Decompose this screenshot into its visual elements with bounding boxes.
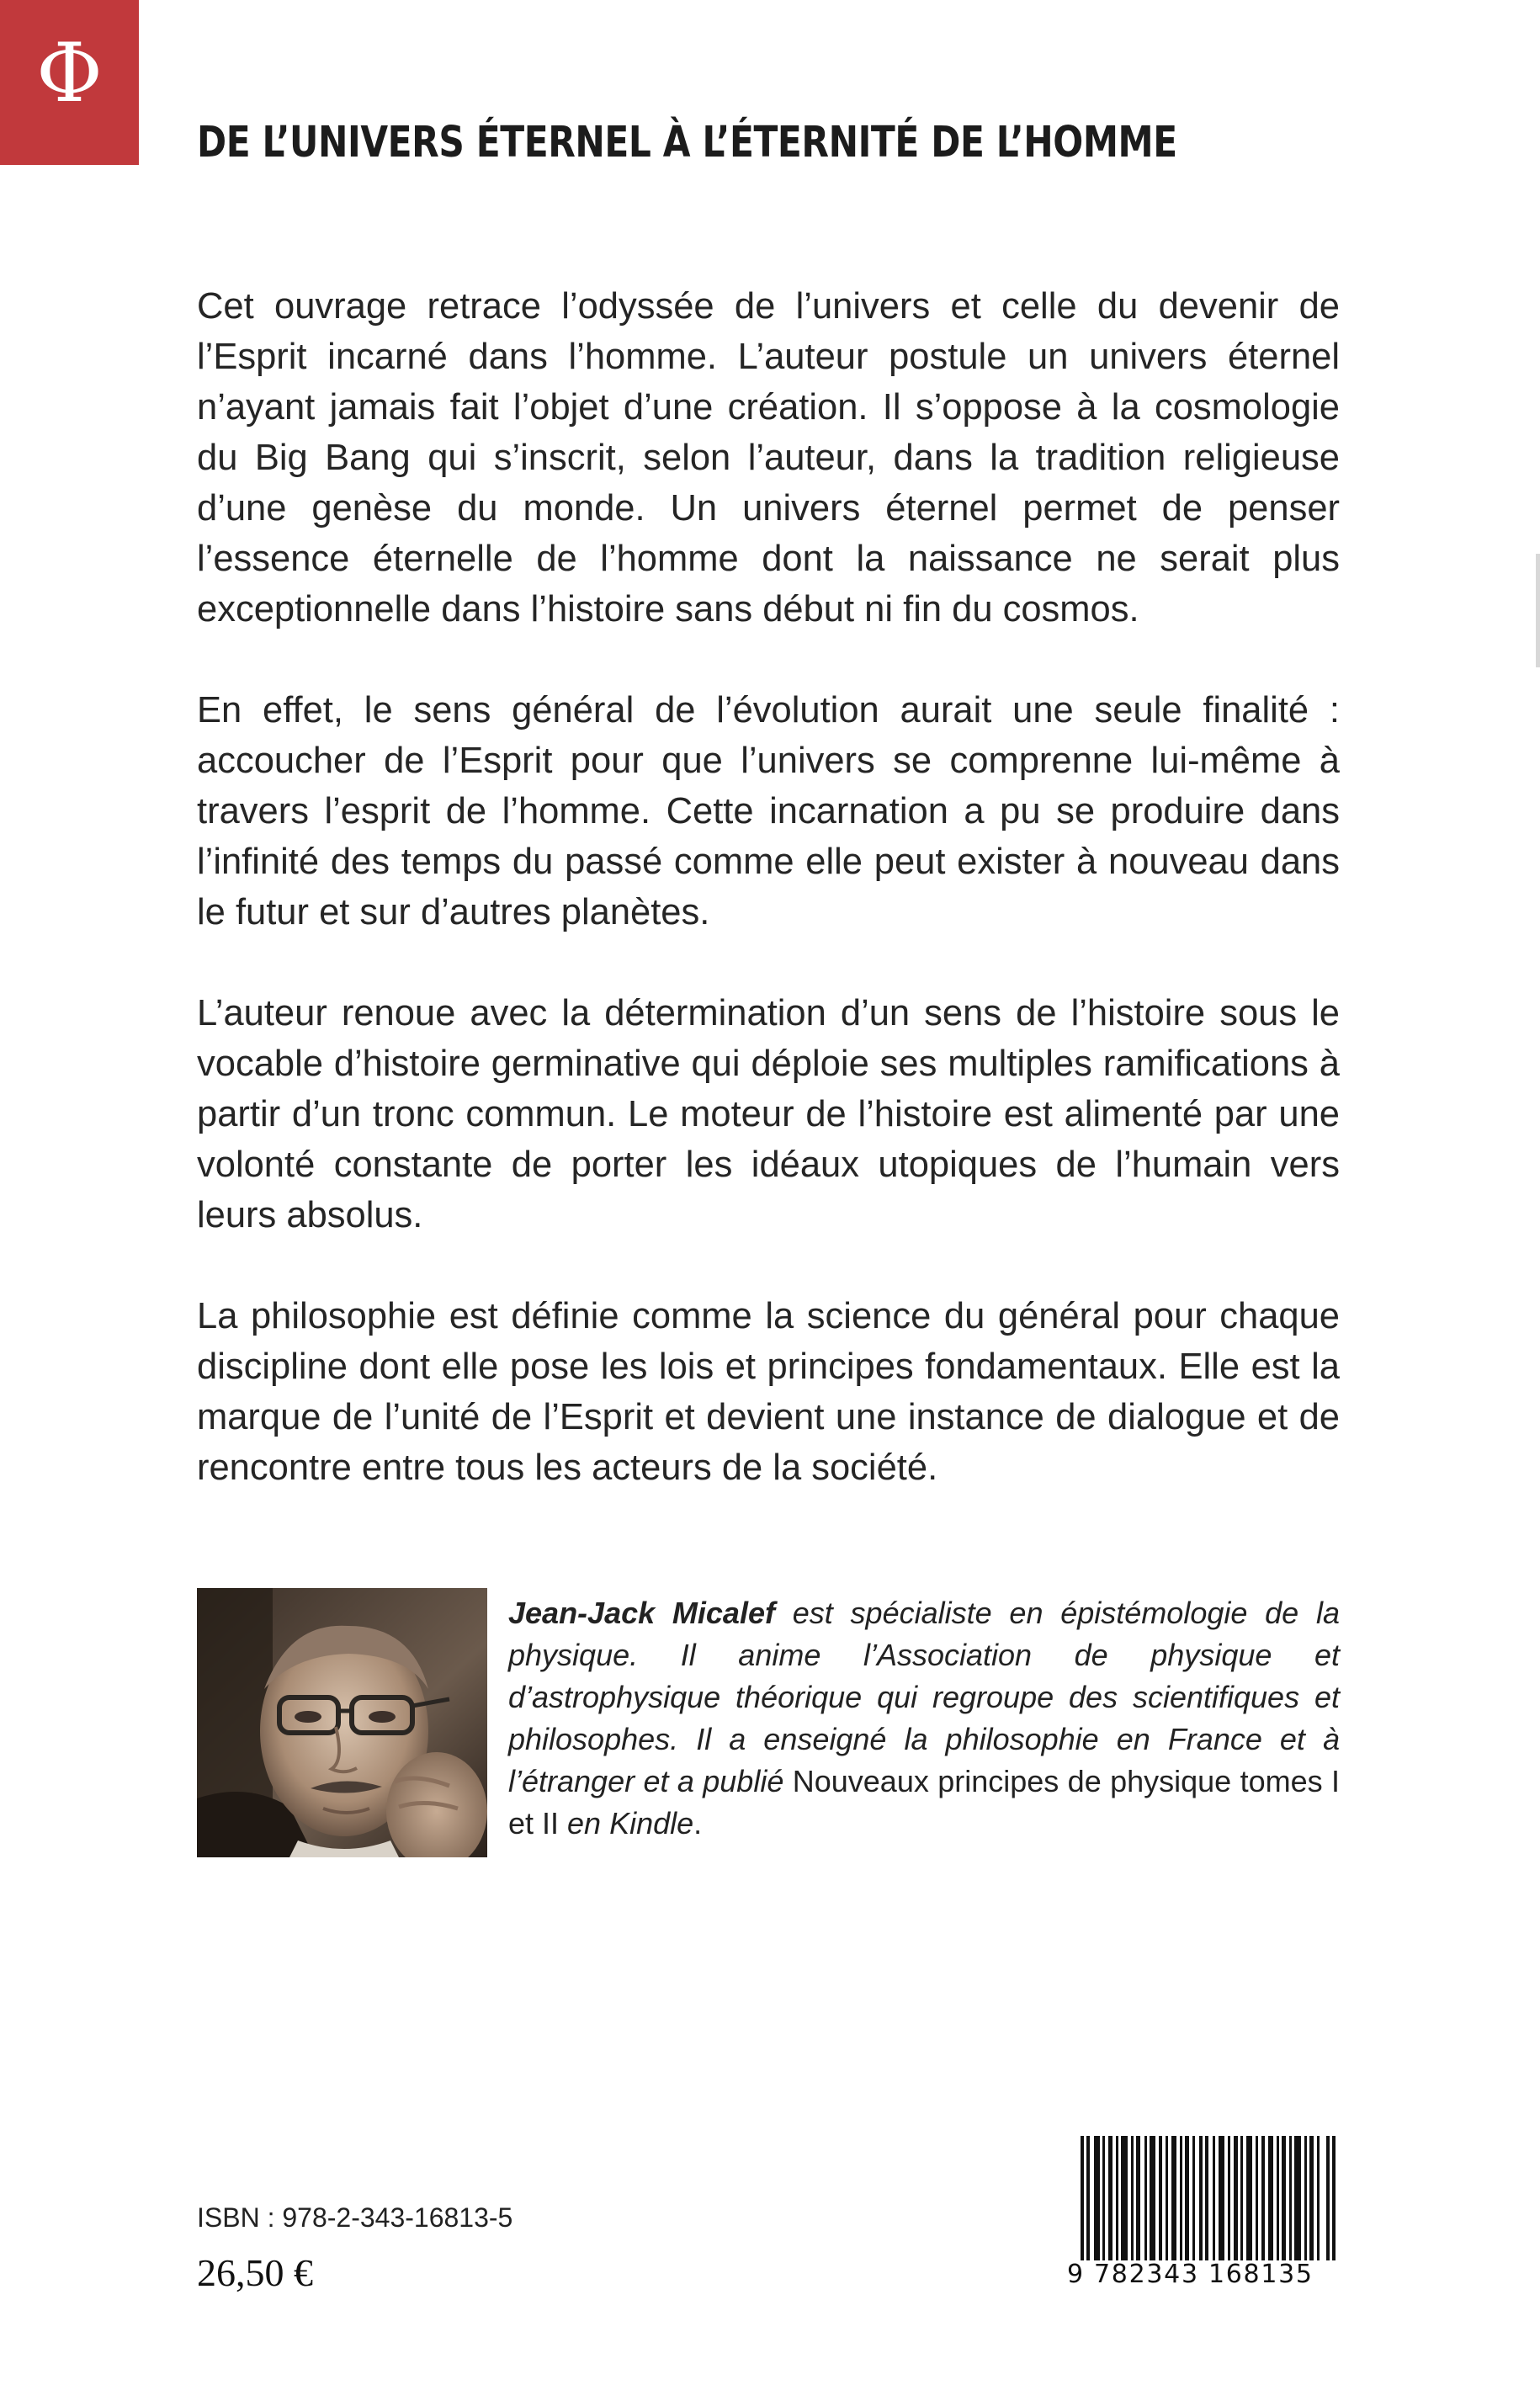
author-photo: [197, 1588, 487, 1857]
isbn-label: ISBN : 978-2-343-16813-5: [197, 2202, 513, 2233]
back-cover-blurb: [197, 281, 1340, 1543]
author-bio-kindle: en Kindle: [559, 1806, 694, 1841]
author-bio-end: .: [693, 1806, 703, 1841]
author-book-titles: Nouveaux principes de physique tomes I et II: [508, 1764, 1340, 1841]
edge-mark: [1536, 554, 1540, 667]
phi-logo-icon: Φ: [36, 26, 103, 120]
blurb-paragraph: La philosophie est définie comme la science du général pour chaque discipline dont elle pose les lois et principes fondamentaux. Elle est la marque de l’unité de l’Esprit et devient une instance de dialogue et de rencontre entre tous les acteurs de la société.: [197, 1296, 1340, 1488]
barcode-digits: 9 782343 168135: [1067, 2260, 1353, 2289]
blurb-paragraph: En effet, le sens général de l’évolution aurait une seule finalité : accoucher de l’Esprit pour que l’univers se comprenne lui-même à travers l’esprit de l’homme. Cette incarnation a pu se produire dans l’infinité des temps du passé comme elle peut exister à nouveau dans le futur et sur d’autres planètes.: [197, 690, 1340, 932]
author-bio-text: est spécialiste en épistémologie de la physique. Il anime l’Association de physique et d’astrophysique théorique qui regroupe des scientifiques et philosophes. Il a enseigné la philosophie en France et à l’étranger et a publié: [508, 1596, 1341, 1798]
price-label: 26,50 €: [197, 2251, 313, 2294]
blurb-paragraph: L’auteur renoue avec la détermination d’un sens de l’histoire sous le vocable d’histoire germinative qui déploie ses multiples ramifications à partir d’un tronc commun. Le moteur de l’histoire est alimenté par une volonté constante de porter les idéaux utopiques de l’humain vers leurs absolus.: [197, 993, 1340, 1235]
book-title: DE L’UNIVERS ÉTERNEL À L’ÉTERNITÉ DE L’HOMME: [197, 118, 1177, 167]
blurb-paragraph: Cet ouvrage retrace l’odyssée de l’univers et celle du devenir de l’Esprit incarné dans l’homme. L’auteur postule un univers éternel n’ayant jamais fait l’objet d’une création. Il s’oppose à la cosmologie du Big Bang qui s’inscrit, selon l’auteur, dans la tradition religieuse d’une genèse du monde. Un univers éternel permet de penser l’essence éternelle de l’homme dont la naissance ne serait plus exceptionnelle dans l’histoire sans début ni fin du cosmos.: [197, 286, 1340, 629]
author-bio: [508, 1592, 1340, 1845]
author-portrait-image: [197, 1588, 487, 1857]
author-name: Jean-Jack Micalef: [508, 1596, 775, 1630]
publisher-logo: [0, 0, 139, 165]
